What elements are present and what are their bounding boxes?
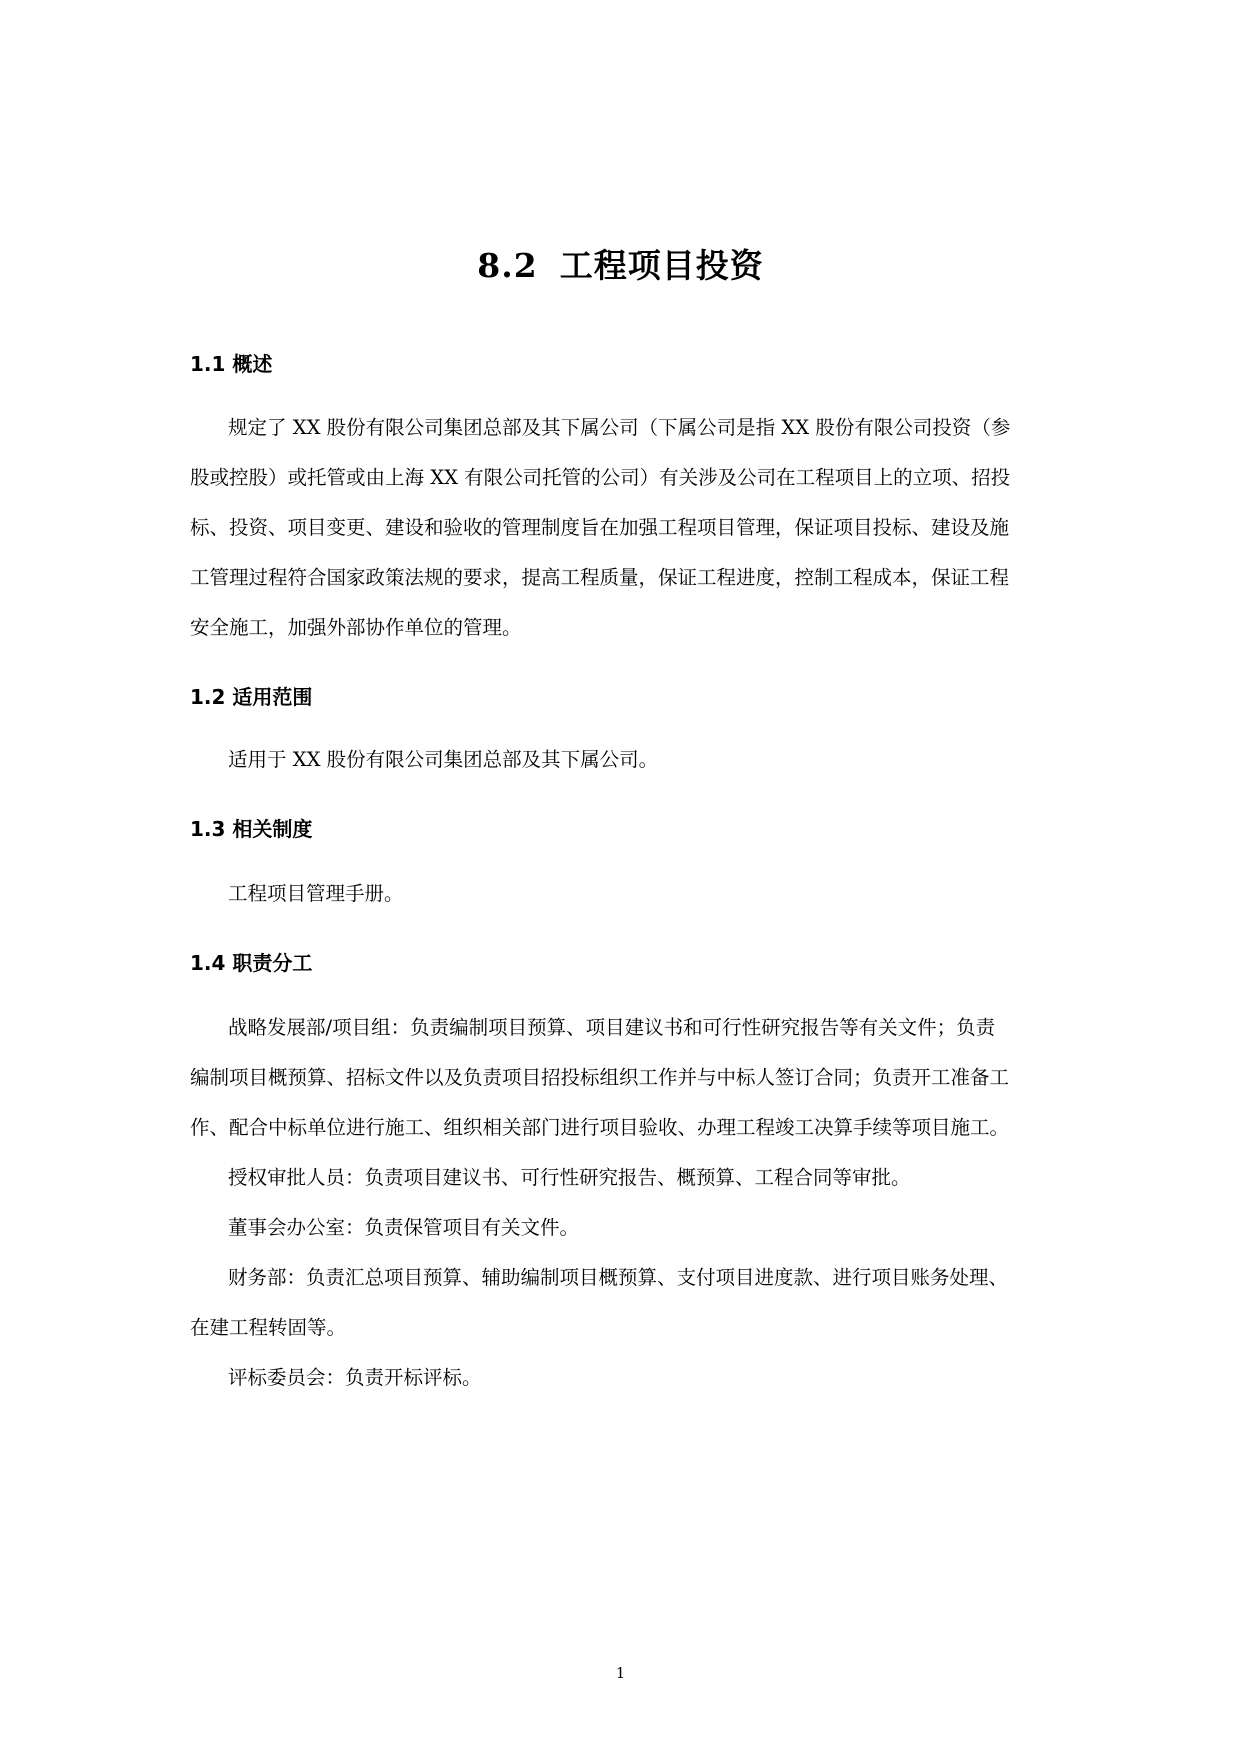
- section-heading-overview: 1.1 概述: [190, 352, 273, 376]
- section-heading-responsibilities: 1.4 职责分工: [190, 951, 313, 975]
- paragraph-line: 评标委员会：负责开标评标。: [228, 1366, 482, 1389]
- paragraph-line: 工管理过程符合国家政策法规的要求，提高工程质量，保证工程进度，控制工程成本，保证工程: [190, 566, 1010, 589]
- paragraph-line: 规定了 XX 股份有限公司集团总部及其下属公司（下属公司是指 XX 股份有限公司投资（参: [228, 416, 1011, 439]
- paragraph-line: 战略发展部/项目组：负责编制项目预算、项目建议书和可行性研究报告等有关文件；负责: [228, 1016, 996, 1039]
- title-text: 工程项目投资: [559, 246, 764, 285]
- section-heading-scope: 1.2 适用范围: [190, 685, 313, 709]
- page-title: [0, 240, 1241, 287]
- paragraph-line: 工程项目管理手册。: [228, 882, 404, 905]
- title-number: 8.2: [477, 246, 538, 285]
- paragraph-line: 适用于 XX 股份有限公司集团总部及其下属公司。: [228, 748, 659, 771]
- paragraph-line: 财务部：负责汇总项目预算、辅助编制项目概预算、支付项目进度款、进行项目账务处理、: [228, 1266, 1009, 1289]
- section-heading-related-rules: 1.3 相关制度: [190, 817, 313, 841]
- paragraph-line: 安全施工，加强外部协作单位的管理。: [190, 616, 522, 639]
- paragraph-line: 授权审批人员：负责项目建议书、可行性研究报告、概预算、工程合同等审批。: [228, 1166, 911, 1189]
- paragraph-line: 作、配合中标单位进行施工、组织相关部门进行项目验收、办理工程竣工决算手续等项目施工。: [190, 1116, 1010, 1139]
- paragraph-line: 董事会办公室：负责保管项目有关文件。: [228, 1216, 580, 1239]
- paragraph-line: 标、投资、项目变更、建设和验收的管理制度旨在加强工程项目管理，保证项目投标、建设及施: [190, 516, 1010, 539]
- paragraph-line: 编制项目概预算、招标文件以及负责项目招投标组织工作并与中标人签订合同；负责开工准备工: [190, 1066, 1010, 1089]
- paragraph-line: 股或控股）或托管或由上海 XX 有限公司托管的公司）有关涉及公司在工程项目上的立项、招投: [190, 466, 1011, 489]
- paragraph-line: 在建工程转固等。: [190, 1316, 347, 1339]
- page-number: 1: [615, 1664, 626, 1682]
